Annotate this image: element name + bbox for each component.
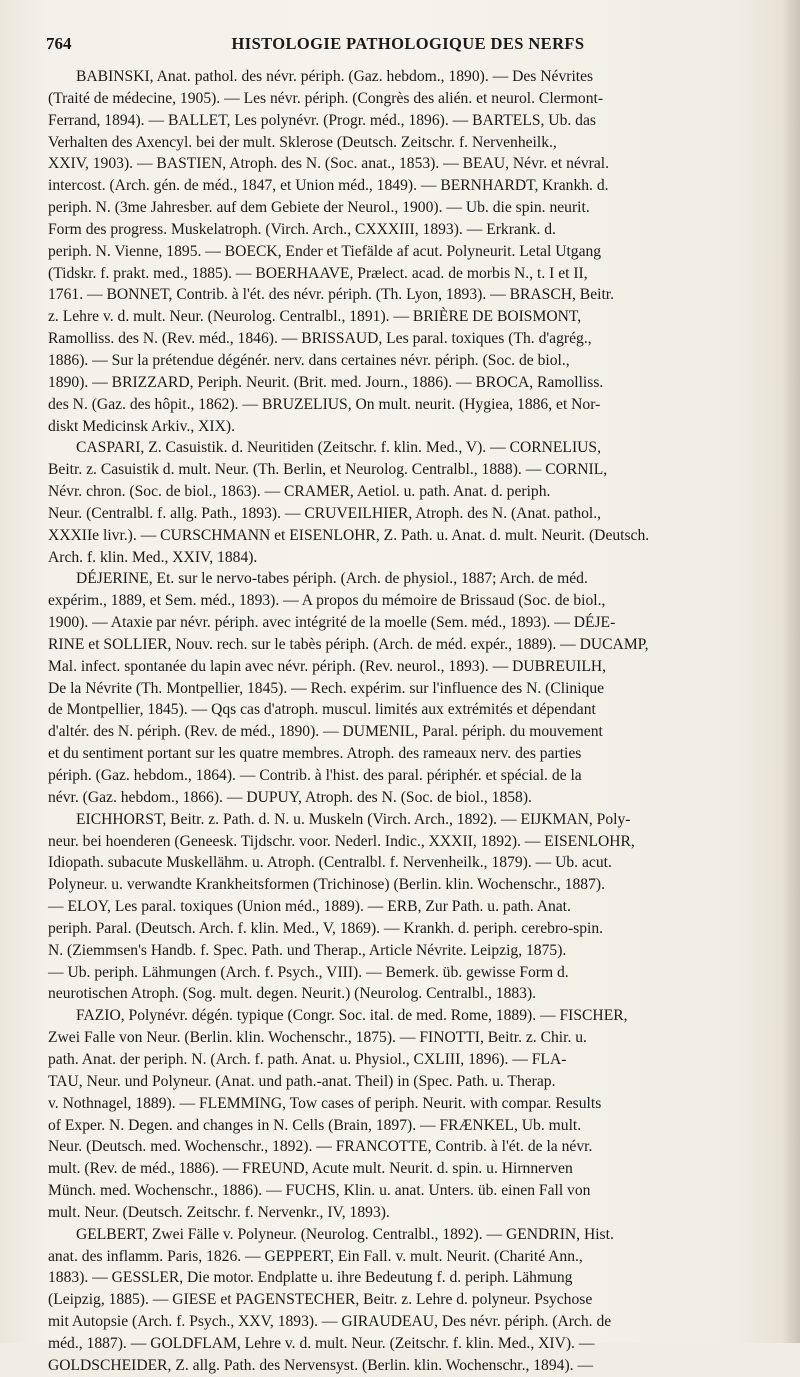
text-line: XXXIIe livr.). — CURSCHMANN et EISENLOHR, Z. Path. u. Anat. d. mult. Neurit. (Deutsch.	[48, 526, 650, 544]
text-line: des N. (Gaz. des hôpit., 1862). — BRUZELIUS, On mult. neurit. (Hygiea, 1886, et Nor-	[48, 395, 601, 413]
text-line: mult. (Rev. de méd., 1886). — FREUND, Acute mult. Neurit. d. spin. u. Hirnnerven	[48, 1160, 573, 1178]
text-line: Form des progress. Muskelatroph. (Virch. Arch., CXXXIII, 1893). — Erkrank. d.	[48, 220, 556, 238]
text-line: de Montpellier, 1845). — Qqs cas d'atroph. muscul. limités aux extrémités et dépendant	[48, 701, 596, 719]
text-line: 1900). — Ataxie par névr. périph. avec intégrité de la moelle (Sem. méd., 1893). — DÉJE-	[48, 614, 616, 632]
text-line: EICHHORST, Beitr. z. Path. d. N. u. Muskeln (Virch. Arch., 1892). — EIJKMAN, Poly-	[76, 810, 631, 828]
text-line: N. (Ziemmsen's Handb. f. Spec. Path. und Therap., Article Névrite. Leipzig, 1875).	[48, 941, 567, 959]
text-line: GELBERT, Zwei Fälle v. Polyneur. (Neurolog. Centralbl., 1892). — GENDRIN, Hist.	[76, 1225, 614, 1243]
text-line: 1886). — Sur la prétendue dégénér. nerv. dans certaines névr. périph. (Soc. de biol.,	[48, 351, 570, 369]
text-line: 1761. — BONNET, Contrib. à l'ét. des névr. périph. (Th. Lyon, 1893). — BRASCH, Beitr.	[48, 286, 615, 304]
text-line: — ELOY, Les paral. toxiques (Union méd., 1889). — ERB, Zur Path. u. path. Anat.	[48, 898, 571, 916]
text-line: periph. Paral. (Deutsch. Arch. f. klin. Med., V, 1869). — Krankh. d. periph. cerebro-spin.	[48, 919, 604, 937]
text-line: De la Névrite (Th. Montpellier, 1845). — Rech. expérim. sur l'influence des N. (Clinique	[48, 679, 605, 697]
text-line: FAZIO, Polynévr. dégén. typique (Congr. Soc. ital. de med. Rome, 1889). — FISCHER,	[76, 1007, 628, 1025]
text-line: Zwei Falle von Neur. (Berlin. klin. Wochenschr., 1875). — FINOTTI, Beitr. z. Chir. u.	[48, 1029, 587, 1047]
text-line: mit Autopsie (Arch. f. Psych., XXV, 1893). — GIRAUDEAU, Des névr. périph. (Arch. de	[48, 1313, 612, 1331]
text-line: intercost. (Arch. gén. de méd., 1847, et Union méd., 1849). — BERNHARDT, Krankh. d.	[48, 177, 609, 195]
text-line: Névr. chron. (Soc. de biol., 1863). — CRAMER, Aetiol. u. path. Anat. d. periph.	[48, 483, 551, 501]
text-line: Beitr. z. Casuistik d. mult. Neur. (Th. Berlin, et Neurolog. Centralbl., 1888). — CORNIL,	[48, 461, 608, 479]
text-line: Münch. med. Wochenschr., 1886). — FUCHS, Klin. u. anat. Unters. üb. einen Fall von	[48, 1182, 591, 1200]
text-line: d'altér. des N. périph. (Rev. de méd., 1890). — DUMENIL, Paral. périph. du mouvement	[48, 723, 603, 741]
bibliography-section-c	[48, 437, 760, 568]
text-line: 1890). — BRIZZARD, Periph. Neurit. (Brit. med. Journ., 1886). — BROCA, Ramolliss.	[48, 373, 604, 391]
text-line: z. Lehre v. d. mult. Neur. (Neurolog. Centralbl., 1891). — BRIÈRE DE BOISMONT,	[48, 308, 582, 326]
text-line: Arch. f. klin. Med., XXIV, 1884).	[48, 548, 258, 566]
bibliography-section-d	[48, 568, 760, 808]
text-line: et du sentiment portant sur les quatre membres. Atroph. des rameaux nerv. des parties	[48, 745, 582, 763]
text-line: neur. bei hoenderen (Geneesk. Tijdschr. voor. Nederl. Indic., XXXII, 1892). — EISENLOHR,	[48, 832, 635, 850]
text-line: Mal. infect. spontanée du lapin avec névr. périph. (Rev. neurol., 1893). — DUBREUILH,	[48, 657, 607, 675]
text-line: mult. Neur. (Deutsch. Zeitschr. f. Nervenkr., IV, 1893).	[48, 1203, 390, 1221]
text-line: of Exper. N. Degen. and changes in N. Cells (Brain, 1897). — FRÆNKEL, Ub. mult.	[48, 1116, 582, 1134]
text-line: (Traité de médecine, 1905). — Les névr. périph. (Congrès des alién. et neurol. Clermont-	[48, 89, 604, 107]
text-line: DÉJERINE, Et. sur le nervo-tabes périph. (Arch. de physiol., 1887; Arch. de méd.	[76, 570, 588, 588]
text-line: Idiopath. subacute Muskellähm. u. Atroph. (Centralbl. f. Nervenheilk., 1879). — Ub. acut.	[48, 854, 612, 872]
text-line: — Ub. periph. Lähmungen (Arch. f. Psych., VIII). — Bemerk. üb. gewisse Form d.	[48, 963, 569, 981]
text-line: TAU, Neur. und Polyneur. (Anat. und path.-anat. Theil) in (Spec. Path. u. Therap.	[48, 1072, 556, 1090]
bibliography-section-e	[48, 809, 760, 1006]
text-line: anat. des inflamm. Paris, 1826. — GEPPERT, Ein Fall. v. mult. Neurit. (Charité Ann.,	[48, 1247, 583, 1265]
page-number: 764	[46, 34, 72, 53]
text-line: névr. (Gaz. hebdom., 1866). — DUPUY, Atroph. des N. (Soc. de biol., 1858).	[48, 788, 532, 806]
text-line: Neur. (Deutsch. med. Wochenschr., 1892). — FRANCOTTE, Contrib. à l'ét. de la névr.	[48, 1138, 593, 1156]
text-line: Ferrand, 1894). — BALLET, Les polynévr. (Progr. méd., 1896). — BARTELS, Ub. das	[48, 111, 596, 129]
text-line: 1883). — GESSLER, Die motor. Endplatte u. ihre Bedeutung f. d. periph. Lähmung	[48, 1269, 573, 1287]
text-line: RINE et SOLLIER, Nouv. rech. sur le tabès périph. (Arch. de méd. expér., 1889). — DUCAMP,	[48, 635, 649, 653]
running-title: HISTOLOGIE PATHOLOGIQUE DES NERFS	[231, 34, 585, 53]
text-line: périph. (Gaz. hebdom., 1864). — Contrib. à l'hist. des paral. périphér. et spécial. de la	[48, 767, 582, 784]
text-line: Polyneur. u. verwandte Krankheitsformen (Trichinose) (Berlin. klin. Wochenschr., 1887).	[48, 876, 605, 894]
text-line: periph. N. Vienne, 1895. — BOECK, Ender et Tiefälde af acut. Polyneurit. Letal Utgang	[48, 242, 602, 260]
text-line: (Tidskr. f. prakt. med., 1885). — BOERHAAVE, Prælect. acad. de morbis N., t. I et II,	[48, 264, 588, 282]
bibliography-text	[48, 66, 760, 1377]
text-line: XXIV, 1903). — BASTIEN, Atroph. des N. (Soc. anat., 1853). — BEAU, Névr. et névral.	[48, 155, 610, 173]
bibliography-section-f	[48, 1005, 760, 1223]
text-line: GOLDSCHEIDER, Z. allg. Path. des Nervensyst. (Berlin. klin. Wochenschr., 1894). —	[48, 1356, 594, 1374]
text-line: neurotischen Atroph. (Sog. mult. degen. Neurit.) (Neurolog. Centralbl., 1883).	[48, 985, 537, 1003]
text-line: méd., 1887). — GOLDFLAM, Lehre v. d. mult. Neur. (Zeitschr. f. klin. Med., XIV). —	[48, 1334, 595, 1352]
text-line: expérim., 1889, et Sem. méd., 1893). — A propos du mémoire de Brissaud (Soc. de biol.,	[48, 592, 606, 610]
text-line: CASPARI, Z. Casuistik. d. Neuritiden (Zeitschr. f. klin. Med., V). — CORNELIUS,	[76, 439, 601, 457]
text-line: path. Anat. der periph. N. (Arch. f. path. Anat. u. Physiol., CXLIII, 1896). — FLA-	[48, 1050, 567, 1068]
bibliography-section-g	[48, 1224, 760, 1377]
text-line: Ramolliss. des N. (Rev. méd., 1846). — BRISSAUD, Les paral. toxiques (Th. d'agrég.,	[48, 330, 592, 348]
text-line: Neur. (Centralbl. f. allg. Path., 1893). — CRUVEILHIER, Atroph. des N. (Anat. pathol.,	[48, 504, 602, 522]
page-header	[46, 34, 770, 58]
text-line: (Leipzig, 1885). — GIESE et PAGENSTECHER, Beitr. z. Lehre d. polyneur. Psychose	[48, 1291, 593, 1309]
text-line: periph. N. (3me Jahresber. auf dem Gebiete der Neurol., 1900). — Ub. die spin. neurit.	[48, 199, 590, 217]
text-line: BABINSKI, Anat. pathol. des névr. périph. (Gaz. hebdom., 1890). — Des Névrites	[76, 68, 594, 85]
text-line: v. Nothnagel, 1889). — FLEMMING, Tow cases of periph. Neurit. with compar. Results	[48, 1094, 602, 1112]
text-line: diskt Medicinsk Arkiv., XIX).	[48, 417, 235, 435]
page-edge-shadow	[782, 0, 800, 1343]
text-line: Verhalten des Axencyl. bei der mult. Sklerose (Deutsch. Zeitschr. f. Nervenheilk.,	[48, 133, 557, 151]
bibliography-section-b	[48, 66, 760, 437]
